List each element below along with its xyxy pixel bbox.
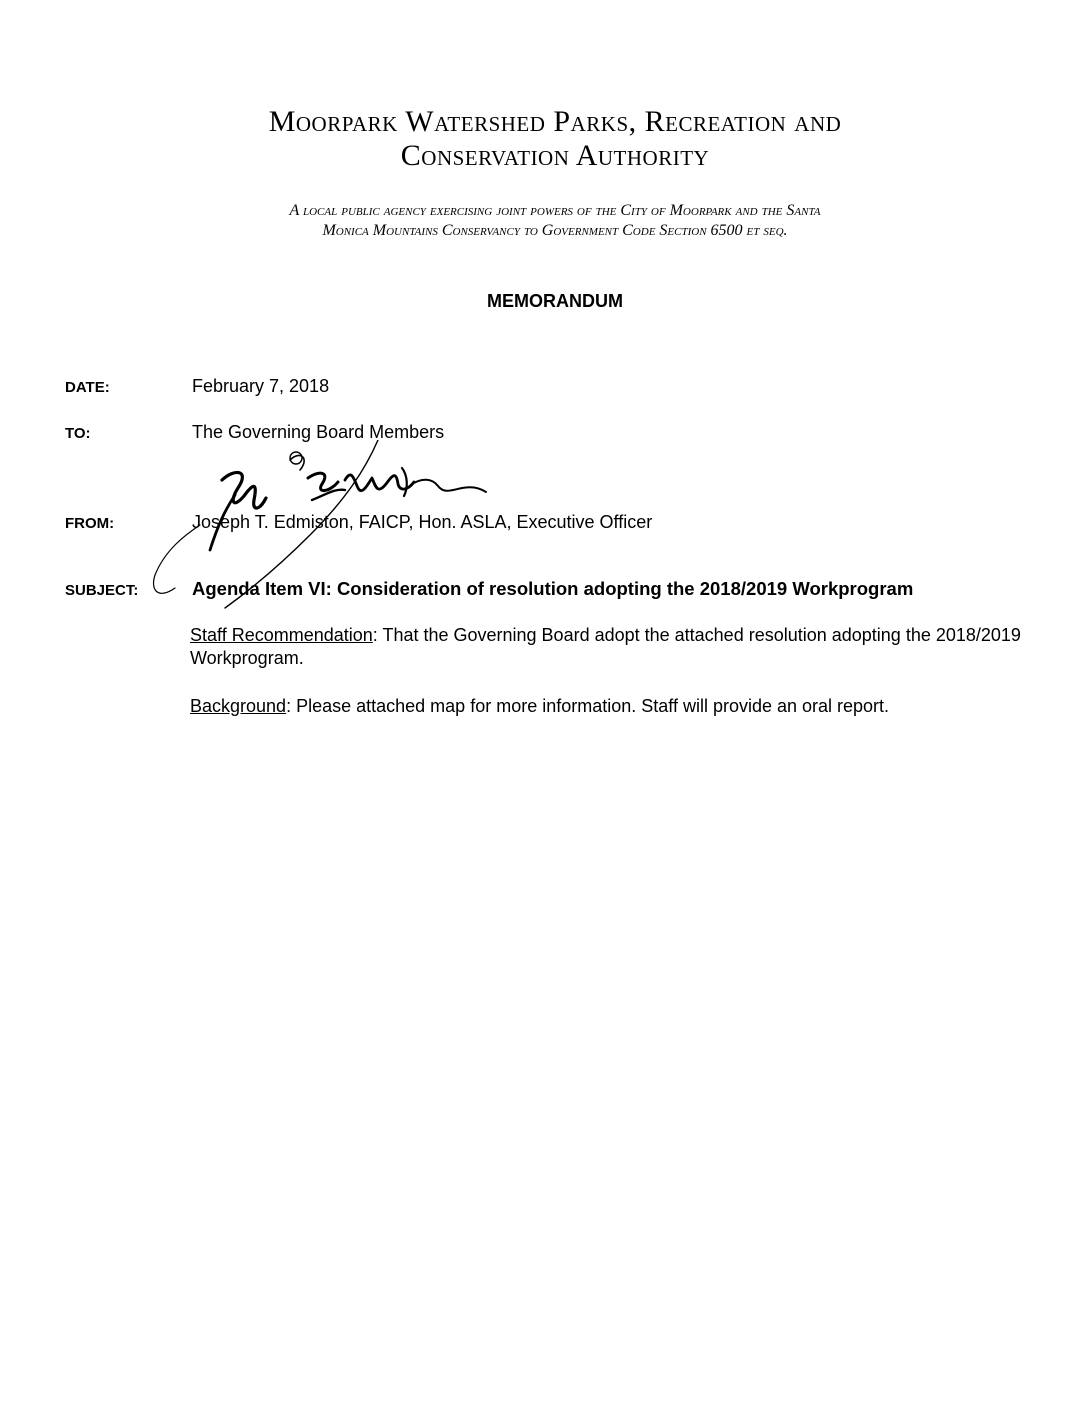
handwritten-signature xyxy=(140,440,490,610)
date-value: February 7, 2018 xyxy=(192,376,330,396)
date-label: DATE: xyxy=(65,379,110,396)
background-paragraph xyxy=(190,695,1060,718)
organization-name-line-1: Moorpark Watershed Parks, Recreation and xyxy=(268,105,842,138)
organization-name-line-2: Conservation Authority xyxy=(400,139,710,172)
from-label: FROM: xyxy=(65,515,115,532)
background-text: : Please attached map for more information. Staff will provide an oral report. xyxy=(286,696,890,716)
staff-recommendation-paragraph xyxy=(190,624,1060,670)
staff-recommendation-text: : That the Governing Board adopt the attached resolution adopting the 2018/2019 Workprogram. xyxy=(190,625,1021,668)
background-heading: Background xyxy=(190,696,287,716)
from-value: Joseph T. Edmiston, FAICP, Hon. ASLA, Executive Officer xyxy=(192,512,653,532)
organization-tagline xyxy=(0,201,1088,241)
subject-label: SUBJECT: xyxy=(65,582,139,599)
tagline-line-2: Monica Mountains Conservancy to Government Code Section 6500 et seq. xyxy=(322,222,788,239)
to-value: The Governing Board Members xyxy=(192,422,445,442)
subject-value: Agenda Item VI: Consideration of resolution adopting the 2018/2019 Workprogram xyxy=(192,578,914,599)
tagline-line-1: A local public agency exercising joint powers of the City of Moorpark and the Santa xyxy=(289,202,821,219)
staff-recommendation-heading: Staff Recommendation xyxy=(190,625,373,645)
document-title: MEMORANDUM xyxy=(487,291,623,311)
to-label: TO: xyxy=(65,425,91,442)
organization-name xyxy=(0,105,1088,173)
